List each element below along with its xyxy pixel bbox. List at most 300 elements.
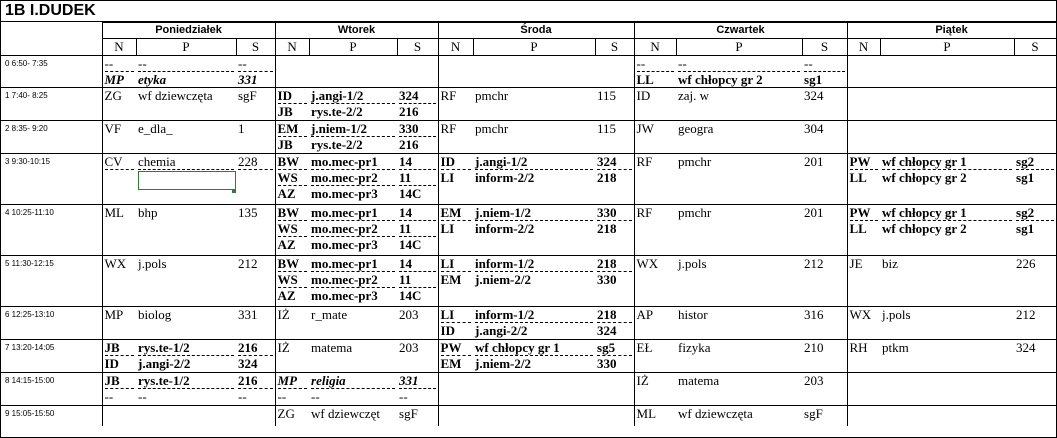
- lesson-entry-s: 203: [804, 373, 824, 388]
- lesson-cell-p[interactable]: [676, 340, 802, 373]
- lesson-entry-p: matema: [678, 373, 720, 388]
- column-header-p: P: [473, 39, 595, 56]
- lesson-entry-p: mo.mec-pr1: [311, 256, 395, 272]
- column-header-row: [1, 39, 1056, 56]
- lesson-cell-n[interactable]: [275, 56, 309, 88]
- lesson-cell-n[interactable]: [438, 121, 473, 154]
- lesson-cell-n[interactable]: [438, 56, 473, 88]
- lesson-entry-n: AP: [636, 307, 654, 322]
- lesson-entry-n: BW: [278, 256, 308, 272]
- lesson-cell-s[interactable]: [1014, 340, 1056, 373]
- lesson-cell-s[interactable]: [802, 205, 847, 256]
- column-header-p: P: [136, 39, 236, 56]
- lesson-cell-p[interactable]: [136, 406, 236, 426]
- lesson-cell-n[interactable]: [847, 154, 880, 205]
- lesson-cell-n[interactable]: [102, 154, 136, 205]
- lesson-cell-s[interactable]: [1014, 121, 1056, 154]
- lesson-cell-n[interactable]: [275, 307, 309, 340]
- hour-row: [1, 406, 1056, 426]
- lesson-entry-p: inform-2/2: [475, 221, 535, 236]
- lesson-cell-s[interactable]: [1014, 373, 1056, 406]
- lesson-entry-n: ZG: [277, 406, 295, 421]
- lesson-entry-n: EM: [440, 356, 462, 371]
- lesson-cell-n[interactable]: [847, 56, 880, 88]
- lesson-entry-s: 324: [238, 356, 258, 371]
- lesson-cell-s[interactable]: [397, 307, 438, 340]
- lesson-cell-p[interactable]: [309, 205, 397, 256]
- lesson-cell-s[interactable]: [595, 373, 634, 406]
- lesson-entry-p: wf chłopcy gr 1: [475, 340, 593, 356]
- lesson-cell-p[interactable]: [309, 406, 397, 426]
- lesson-entry-n: LL: [849, 221, 867, 236]
- lesson-cell-s[interactable]: [236, 406, 275, 426]
- lesson-cell-n[interactable]: [102, 56, 136, 88]
- lesson-cell-n[interactable]: [634, 154, 676, 205]
- lesson-entry-p: --: [678, 56, 800, 72]
- lesson-entry-n: BW: [278, 205, 308, 221]
- lesson-cell-p[interactable]: [136, 205, 236, 256]
- lesson-cell-s[interactable]: [397, 154, 438, 205]
- lesson-cell-s[interactable]: [802, 340, 847, 373]
- lesson-cell-s[interactable]: [802, 373, 847, 406]
- lesson-entry-s: 14C: [399, 186, 422, 201]
- lesson-entry-p: rys.te-1/2: [138, 373, 234, 389]
- lesson-cell-n[interactable]: [438, 154, 473, 205]
- lesson-entry-p: mo.mec-pr1: [311, 205, 395, 221]
- lesson-entry-p: chemia: [138, 154, 234, 170]
- lesson-cell-s[interactable]: [397, 256, 438, 307]
- lesson-entry-n: JB: [277, 104, 293, 119]
- lesson-cell-p[interactable]: [473, 340, 595, 373]
- lesson-cell-n[interactable]: [275, 88, 309, 121]
- lesson-entry-p: mo.mec-pr2: [311, 170, 395, 186]
- lesson-cell-s[interactable]: [595, 256, 634, 307]
- lesson-cell-s[interactable]: [802, 56, 847, 88]
- column-header-p: P: [880, 39, 1014, 56]
- lesson-cell-n[interactable]: [847, 373, 880, 406]
- lesson-cell-s[interactable]: [802, 256, 847, 307]
- lesson-entry-s: sg1: [1016, 170, 1035, 185]
- lesson-cell-s[interactable]: [595, 205, 634, 256]
- lesson-cell-p[interactable]: [880, 340, 1014, 373]
- lesson-entry-n: WX: [104, 256, 127, 271]
- lesson-cell-s[interactable]: [397, 340, 438, 373]
- lesson-cell-p[interactable]: [473, 307, 595, 340]
- lesson-cell-n[interactable]: [438, 340, 473, 373]
- lesson-cell-p[interactable]: [880, 154, 1014, 205]
- day-header-friday[interactable]: Piątek: [847, 23, 1056, 39]
- lesson-entry-s: --: [238, 389, 247, 404]
- hour-row: [1, 154, 1056, 205]
- lesson-cell-s[interactable]: [595, 307, 634, 340]
- lesson-cell-p[interactable]: [676, 307, 802, 340]
- lesson-cell-n[interactable]: [634, 88, 676, 121]
- lesson-entry-n: LI: [441, 307, 472, 323]
- lesson-entry-s: 14: [399, 154, 436, 170]
- lesson-cell-p[interactable]: [880, 205, 1014, 256]
- lesson-cell-n[interactable]: [438, 256, 473, 307]
- lesson-entry-p: mo.mec-pr3: [311, 186, 378, 201]
- lesson-cell-p[interactable]: [473, 154, 595, 205]
- lesson-cell-p[interactable]: [309, 88, 397, 121]
- lesson-entry-n: RF: [636, 205, 653, 220]
- lesson-entry-s: 216: [238, 373, 273, 389]
- lesson-entry-s: sg1: [1016, 221, 1035, 236]
- lesson-entry-p: pmchr: [678, 205, 712, 220]
- lesson-entry-s: 14C: [399, 237, 422, 252]
- lesson-entry-p: rys.te-2/2: [311, 137, 363, 152]
- lesson-entry-n: LI: [440, 221, 455, 236]
- lesson-entry-s: 203: [399, 307, 419, 322]
- lesson-cell-p[interactable]: [473, 121, 595, 154]
- lesson-entry-s: 1: [238, 121, 245, 136]
- lesson-entry-p: wf dziewczęta: [678, 406, 753, 421]
- lesson-cell-n[interactable]: [275, 121, 309, 154]
- lesson-cell-p[interactable]: [676, 205, 802, 256]
- lesson-entry-s: 331: [399, 373, 436, 389]
- lesson-cell-p[interactable]: [309, 256, 397, 307]
- lesson-cell-p[interactable]: [880, 56, 1014, 88]
- lesson-cell-s[interactable]: [595, 121, 634, 154]
- lesson-entry-s: 331: [238, 72, 258, 87]
- lesson-cell-p[interactable]: [676, 56, 802, 88]
- hour-label: 6 12:25-13:10: [1, 307, 102, 340]
- column-header-n: N: [102, 39, 136, 56]
- lesson-cell-n[interactable]: [634, 373, 676, 406]
- lesson-entry-s: 304: [804, 121, 824, 136]
- lesson-entry-s: sg2: [1016, 205, 1054, 221]
- lesson-cell-n[interactable]: [847, 406, 880, 426]
- lesson-entry-p: wf chłopcy gr 2: [882, 221, 967, 236]
- lesson-entry-p: wf dziewczęta: [138, 88, 213, 103]
- lesson-cell-n[interactable]: [102, 256, 136, 307]
- lesson-entry-p: wf chłopcy gr 1: [882, 205, 1012, 221]
- lesson-entry-s: sgF: [804, 406, 823, 421]
- lesson-entry-s: 115: [597, 88, 617, 103]
- lesson-entry-s: 324: [597, 323, 617, 338]
- lesson-entry-n: ID: [104, 356, 119, 371]
- lesson-cell-n[interactable]: [634, 121, 676, 154]
- lesson-cell-p[interactable]: [473, 406, 595, 426]
- lesson-cell-s[interactable]: [802, 121, 847, 154]
- lesson-cell-p[interactable]: [676, 406, 802, 426]
- lesson-entry-n: ML: [636, 406, 657, 421]
- lesson-cell-n[interactable]: [847, 307, 880, 340]
- lesson-cell-p[interactable]: [473, 56, 595, 88]
- lesson-cell-s[interactable]: [595, 340, 634, 373]
- hour-label: 9 15:05-15:50: [1, 406, 102, 426]
- lesson-entry-p: inform-1/2: [475, 256, 593, 272]
- lesson-cell-s[interactable]: [595, 154, 634, 205]
- lesson-entry-s: 216: [399, 104, 419, 119]
- lesson-cell-n[interactable]: [275, 340, 309, 373]
- lesson-cell-n[interactable]: [102, 373, 136, 406]
- lesson-cell-s[interactable]: [1014, 406, 1056, 426]
- lesson-cell-p[interactable]: [676, 88, 802, 121]
- lesson-entry-s: 212: [238, 256, 258, 271]
- lesson-entry-s: 201: [804, 154, 824, 169]
- lesson-entry-s: 330: [597, 272, 617, 287]
- lesson-entry-s: 216: [399, 137, 419, 152]
- lesson-entry-p: j.angi-1/2: [311, 88, 395, 104]
- lesson-entry-n: ZG: [104, 88, 122, 103]
- lesson-entry-n: EM: [441, 205, 472, 221]
- lesson-entry-n: ID: [636, 88, 651, 103]
- lesson-entry-s: sg5: [597, 340, 632, 356]
- lesson-cell-n[interactable]: [634, 406, 676, 426]
- lesson-entry-n: CV: [105, 154, 135, 170]
- lesson-cell-s[interactable]: [236, 154, 275, 205]
- column-header-n: N: [438, 39, 473, 56]
- lesson-entry-s: 330: [597, 356, 617, 371]
- lesson-entry-s: 218: [597, 307, 632, 323]
- lesson-cell-p[interactable]: [309, 307, 397, 340]
- lesson-entry-n: EŁ: [636, 340, 653, 355]
- lesson-cell-n[interactable]: [847, 88, 880, 121]
- lesson-entry-s: sg2: [1016, 154, 1054, 170]
- lesson-entry-n: PW: [850, 205, 879, 221]
- lesson-cell-n[interactable]: [275, 256, 309, 307]
- lesson-cell-n[interactable]: [634, 256, 676, 307]
- lesson-cell-s[interactable]: [1014, 307, 1056, 340]
- lesson-entry-n: IŻ: [636, 373, 649, 388]
- lesson-cell-n[interactable]: [275, 406, 309, 426]
- lesson-entry-n: ID: [278, 88, 308, 104]
- lesson-cell-p[interactable]: [880, 373, 1014, 406]
- lesson-cell-n[interactable]: [438, 88, 473, 121]
- lesson-cell-p[interactable]: [136, 88, 236, 121]
- lesson-cell-n[interactable]: [275, 154, 309, 205]
- lesson-cell-p[interactable]: [880, 307, 1014, 340]
- lesson-cell-p[interactable]: [309, 56, 397, 88]
- lesson-entry-p: geogra: [678, 121, 714, 136]
- lesson-cell-s[interactable]: [1014, 205, 1056, 256]
- lesson-cell-p[interactable]: [136, 154, 236, 205]
- lesson-entry-n: JB: [105, 340, 135, 356]
- lesson-cell-s[interactable]: [802, 307, 847, 340]
- lesson-cell-s[interactable]: [397, 373, 438, 406]
- lesson-cell-s[interactable]: [595, 88, 634, 121]
- lesson-cell-n[interactable]: [102, 88, 136, 121]
- lesson-entry-p: zaj. w: [678, 88, 710, 103]
- lesson-cell-p[interactable]: [136, 256, 236, 307]
- lesson-cell-p[interactable]: [880, 256, 1014, 307]
- lesson-cell-s[interactable]: [1014, 88, 1056, 121]
- hour-row: [1, 373, 1056, 406]
- column-header-s: S: [236, 39, 275, 56]
- day-header-tuesday[interactable]: Wtorek: [275, 23, 438, 39]
- lesson-cell-p[interactable]: [676, 256, 802, 307]
- lesson-cell-s[interactable]: [802, 88, 847, 121]
- lesson-entry-p: religia: [311, 373, 395, 389]
- lesson-cell-s[interactable]: [1014, 154, 1056, 205]
- lesson-cell-n[interactable]: [634, 307, 676, 340]
- hour-label: 3 9:30-10:15: [1, 154, 102, 205]
- lesson-entry-p: r_mate: [311, 307, 348, 322]
- lesson-entry-n: JB: [105, 373, 135, 389]
- lesson-cell-n[interactable]: [634, 56, 676, 88]
- lesson-entry-p: fizyka: [678, 340, 711, 355]
- lesson-cell-n[interactable]: [438, 205, 473, 256]
- lesson-entry-n: LL: [636, 72, 654, 87]
- lesson-entry-s: 324: [1016, 340, 1036, 355]
- lesson-cell-n[interactable]: [847, 256, 880, 307]
- lesson-entry-s: 14C: [399, 288, 422, 303]
- column-header-p: P: [676, 39, 802, 56]
- column-header-s: S: [595, 39, 634, 56]
- lesson-entry-p: mo.mec-pr2: [311, 221, 395, 237]
- lesson-cell-p[interactable]: [880, 406, 1014, 426]
- column-header-n: N: [275, 39, 309, 56]
- lesson-entry-s: 330: [399, 121, 436, 137]
- lesson-entry-p: pmchr: [475, 121, 509, 136]
- lesson-cell-p[interactable]: [309, 121, 397, 154]
- lesson-cell-n[interactable]: [634, 205, 676, 256]
- day-header-thursday[interactable]: Czwartek: [634, 23, 847, 39]
- lesson-entry-s: 218: [597, 170, 617, 185]
- lesson-entry-s: 216: [238, 340, 273, 356]
- lesson-entry-n: WX: [849, 307, 872, 322]
- lesson-cell-p[interactable]: [136, 56, 236, 88]
- lesson-entry-n: WS: [278, 221, 308, 237]
- lesson-cell-n[interactable]: [102, 121, 136, 154]
- lesson-cell-n[interactable]: [847, 205, 880, 256]
- lesson-cell-s[interactable]: [236, 373, 275, 406]
- lesson-cell-s[interactable]: [595, 56, 634, 88]
- lesson-entry-p: mo.mec-pr3: [311, 288, 378, 303]
- lesson-entry-s: 11: [399, 221, 436, 237]
- lesson-entry-s: 218: [597, 221, 617, 236]
- lesson-cell-s[interactable]: [595, 406, 634, 426]
- lesson-cell-s[interactable]: [236, 256, 275, 307]
- lesson-entry-p: mo.mec-pr2: [311, 272, 395, 288]
- hour-row: [1, 340, 1056, 373]
- fill-handle[interactable]: [232, 189, 236, 193]
- lesson-cell-n[interactable]: [102, 307, 136, 340]
- lesson-entry-n: RF: [440, 121, 457, 136]
- day-header-wednesday[interactable]: Środa: [438, 23, 634, 39]
- lesson-cell-n[interactable]: [438, 373, 473, 406]
- lesson-cell-p[interactable]: [880, 88, 1014, 121]
- lesson-entry-n: --: [277, 389, 287, 404]
- class-title: 1B I.DUDEK: [1, 1, 1056, 22]
- lesson-entry-n: VF: [104, 121, 122, 136]
- lesson-cell-p[interactable]: [676, 154, 802, 205]
- selected-cell-cursor[interactable]: [138, 171, 236, 190]
- lesson-entry-p: rys.te-2/2: [311, 104, 363, 119]
- lesson-cell-n[interactable]: [847, 340, 880, 373]
- day-header-row: [1, 23, 1056, 39]
- lesson-cell-p[interactable]: [136, 307, 236, 340]
- lesson-cell-p[interactable]: [136, 373, 236, 406]
- lesson-cell-p[interactable]: [309, 340, 397, 373]
- lesson-cell-s[interactable]: [236, 340, 275, 373]
- lesson-cell-n[interactable]: [438, 406, 473, 426]
- lesson-entry-p: wf chłopcy gr 2: [678, 72, 763, 87]
- lesson-entry-s: 316: [804, 307, 824, 322]
- lesson-cell-s[interactable]: [397, 406, 438, 426]
- lesson-entry-n: MP: [104, 72, 124, 87]
- lesson-entry-n: ID: [440, 323, 455, 338]
- lesson-cell-p[interactable]: [309, 373, 397, 406]
- hour-label: 4 10:25-11:10: [1, 205, 102, 256]
- lesson-cell-s[interactable]: [1014, 56, 1056, 88]
- lesson-cell-n[interactable]: [634, 340, 676, 373]
- hour-label: 7 13:20-14:05: [1, 340, 102, 373]
- lesson-cell-s[interactable]: [236, 205, 275, 256]
- column-header-n: N: [847, 39, 880, 56]
- lesson-cell-p[interactable]: [676, 121, 802, 154]
- lesson-cell-s[interactable]: [397, 88, 438, 121]
- lesson-cell-p[interactable]: [473, 256, 595, 307]
- lesson-entry-p: inform-2/2: [475, 170, 535, 185]
- lesson-entry-n: ID: [441, 154, 472, 170]
- lesson-entry-n: --: [637, 56, 675, 72]
- lesson-entry-p: pmchr: [475, 88, 509, 103]
- lesson-cell-p[interactable]: [136, 121, 236, 154]
- day-header-monday[interactable]: Poniedziałek: [102, 23, 275, 39]
- lesson-entry-s: 11: [399, 170, 436, 186]
- lesson-cell-s[interactable]: [236, 121, 275, 154]
- lesson-entry-s: --: [804, 56, 845, 72]
- lesson-entry-s: 201: [804, 205, 824, 220]
- hour-label: 5 11:30-12:15: [1, 256, 102, 307]
- lesson-cell-n[interactable]: [102, 406, 136, 426]
- lesson-entry-p: j.niem-2/2: [475, 272, 531, 287]
- lesson-cell-s[interactable]: [236, 88, 275, 121]
- lesson-entry-s: 212: [804, 256, 824, 271]
- lesson-cell-s[interactable]: [1014, 256, 1056, 307]
- lesson-cell-n[interactable]: [102, 340, 136, 373]
- lesson-entry-p: j.pols: [882, 307, 911, 322]
- hour-row: [1, 256, 1056, 307]
- lesson-cell-n[interactable]: [438, 307, 473, 340]
- lesson-cell-s[interactable]: [236, 56, 275, 88]
- lesson-entry-s: 212: [1016, 307, 1036, 322]
- column-header-s: S: [802, 39, 847, 56]
- lesson-cell-p[interactable]: [473, 88, 595, 121]
- lesson-cell-s[interactable]: [397, 205, 438, 256]
- lesson-cell-s[interactable]: [397, 56, 438, 88]
- lesson-entry-s: 324: [399, 88, 436, 104]
- hour-label: 2 8:35- 9:20: [1, 121, 102, 154]
- lesson-entry-s: 210: [804, 340, 824, 355]
- lesson-cell-n[interactable]: [275, 373, 309, 406]
- lesson-cell-s[interactable]: [802, 154, 847, 205]
- lesson-cell-s[interactable]: [397, 121, 438, 154]
- timetable-grid: [1, 22, 1057, 426]
- lesson-cell-p[interactable]: [136, 340, 236, 373]
- lesson-entry-p: biolog: [138, 307, 172, 322]
- lesson-cell-n[interactable]: [102, 205, 136, 256]
- lesson-cell-p[interactable]: [880, 121, 1014, 154]
- lesson-cell-p[interactable]: [473, 373, 595, 406]
- lesson-cell-n[interactable]: [847, 121, 880, 154]
- hour-label: 0 6:50- 7:35: [1, 56, 102, 88]
- lesson-entry-n: LL: [849, 170, 867, 185]
- lesson-entry-p: --: [311, 389, 320, 404]
- lesson-cell-n[interactable]: [275, 205, 309, 256]
- lesson-cell-p[interactable]: [309, 154, 397, 205]
- lesson-entry-p: inform-1/2: [475, 307, 593, 323]
- lesson-cell-p[interactable]: [473, 205, 595, 256]
- lesson-cell-p[interactable]: [676, 373, 802, 406]
- lesson-entry-s: 324: [804, 88, 824, 103]
- lesson-cell-s[interactable]: [236, 307, 275, 340]
- column-header-s: S: [1014, 39, 1056, 56]
- lesson-cell-s[interactable]: [802, 406, 847, 426]
- lesson-entry-s: --: [399, 389, 408, 404]
